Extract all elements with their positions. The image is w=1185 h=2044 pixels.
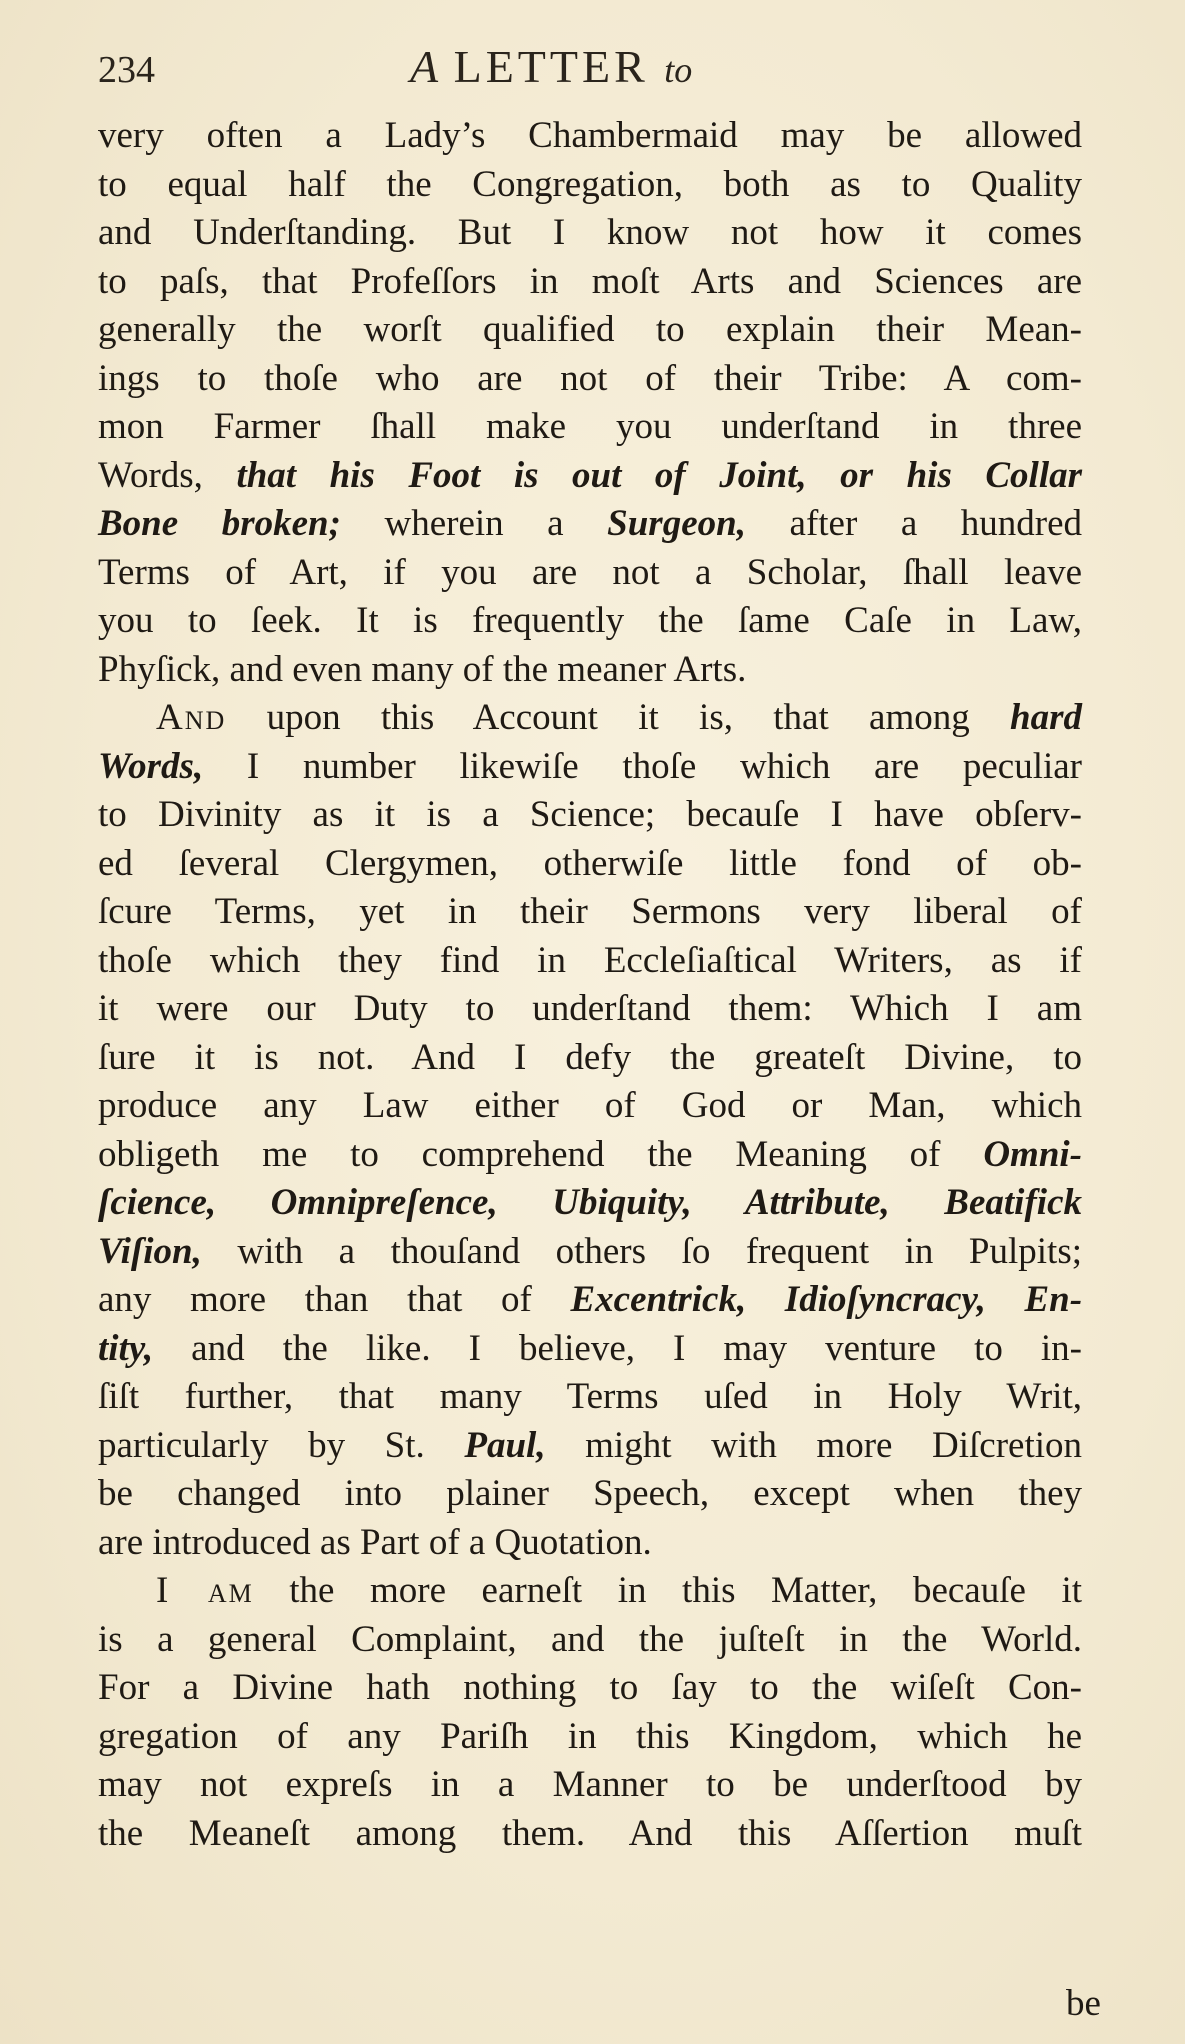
running-header: [98, 40, 1098, 100]
text-line: tity, and the like. I believe, I may venture to in-: [98, 1327, 1083, 1369]
text-line: mon Farmer ſhall make you underſtand in three: [98, 406, 1082, 447]
text-line: is a general Complaint, and the juſteſt in the World.: [98, 1618, 1082, 1660]
text-line: ings to thoſe who are not of their Tribe: A com-: [98, 357, 1082, 399]
text-line: And upon this Account it is, that among hard: [156, 697, 1083, 738]
text-line: produce any Law either of God or Man, which: [98, 1085, 1082, 1126]
text-line: particularly by St. Paul, might with more Diſcretion: [98, 1424, 1083, 1466]
text-line: ſcience, Omnipreſence, Ubiquity, Attribute, Beatifick: [98, 1182, 1082, 1223]
running-title-to: to: [664, 50, 693, 90]
text-line: ed ſeveral Clergymen, otherwiſe little fond of ob-: [98, 842, 1082, 884]
running-title-letter: LETTER: [453, 41, 649, 92]
text-line: gregation of any Pariſh in this Kingdom, which he: [98, 1715, 1082, 1757]
text-line: may not expreſs in a Manner to be underſtood by: [98, 1764, 1082, 1805]
body-text: [98, 112, 1082, 1858]
text-line: are introduced as Part of a Quotation.: [98, 1521, 652, 1563]
catchword: be: [1066, 1983, 1101, 2024]
text-line: to paſs, that Profeſſors in moſt Arts and Sciences are: [98, 260, 1082, 302]
running-title-a: A: [410, 41, 439, 92]
text-line: ſcure Terms, yet in their Sermons very liberal of: [98, 891, 1082, 932]
text-line: you to ſeek. It is frequently the ſame Caſe in Law,: [98, 600, 1082, 641]
text-line: Words, I number likewiſe thoſe which are peculiar: [98, 745, 1083, 787]
text-line: the Meaneſt among them. And this Aſſertion muſt: [98, 1812, 1082, 1854]
text-line: Terms of Art, if you are not a Scholar, ſhall leave: [98, 551, 1082, 593]
text-line: generally the worſt qualified to explain their Mean-: [98, 309, 1082, 350]
text-line: Bone broken; wherein a Surgeon, after a hundred: [98, 503, 1083, 544]
text-line: it were our Duty to underſtand them: Which I am: [98, 988, 1082, 1029]
text-line: ſure it is not. And I defy the greateſt Divine, to: [98, 1036, 1082, 1078]
text-line: For a Divine hath nothing to ſay to the wiſeſt Con-: [98, 1667, 1082, 1708]
text-line: Words, that his Foot is out of Joint, or his Collar: [98, 454, 1082, 496]
text-line: Phyſick, and even many of the meaner Arts.: [98, 648, 747, 690]
text-line: Viſion, with a thouſand others ſo frequent in Pulpits;: [98, 1230, 1082, 1272]
running-title: [410, 40, 692, 93]
text-line: I am the more earneſt in this Matter, becauſe it: [156, 1570, 1082, 1611]
text-line: to equal half the Congregation, both as to Quality: [98, 163, 1082, 205]
text-line: obligeth me to comprehend the Meaning of Omni-: [98, 1133, 1082, 1175]
page-number: 234: [98, 49, 155, 91]
text-line: ſiſt further, that many Terms uſed in Holy Writ,: [98, 1376, 1082, 1417]
text-line: very often a Lady’s Chambermaid may be allowed: [98, 115, 1082, 156]
text-line: any more than that of Excentrick, Idioſyncracy, En-: [98, 1279, 1083, 1320]
text-line: thoſe which they find in Eccleſiaſtical Writers, as if: [98, 939, 1082, 981]
text-line: and Underſtanding. But I know not how it comes: [98, 212, 1082, 253]
text-line: to Divinity as it is a Science; becauſe I have obſerv-: [98, 794, 1082, 835]
text-line: be changed into plainer Speech, except when they: [98, 1473, 1082, 1514]
